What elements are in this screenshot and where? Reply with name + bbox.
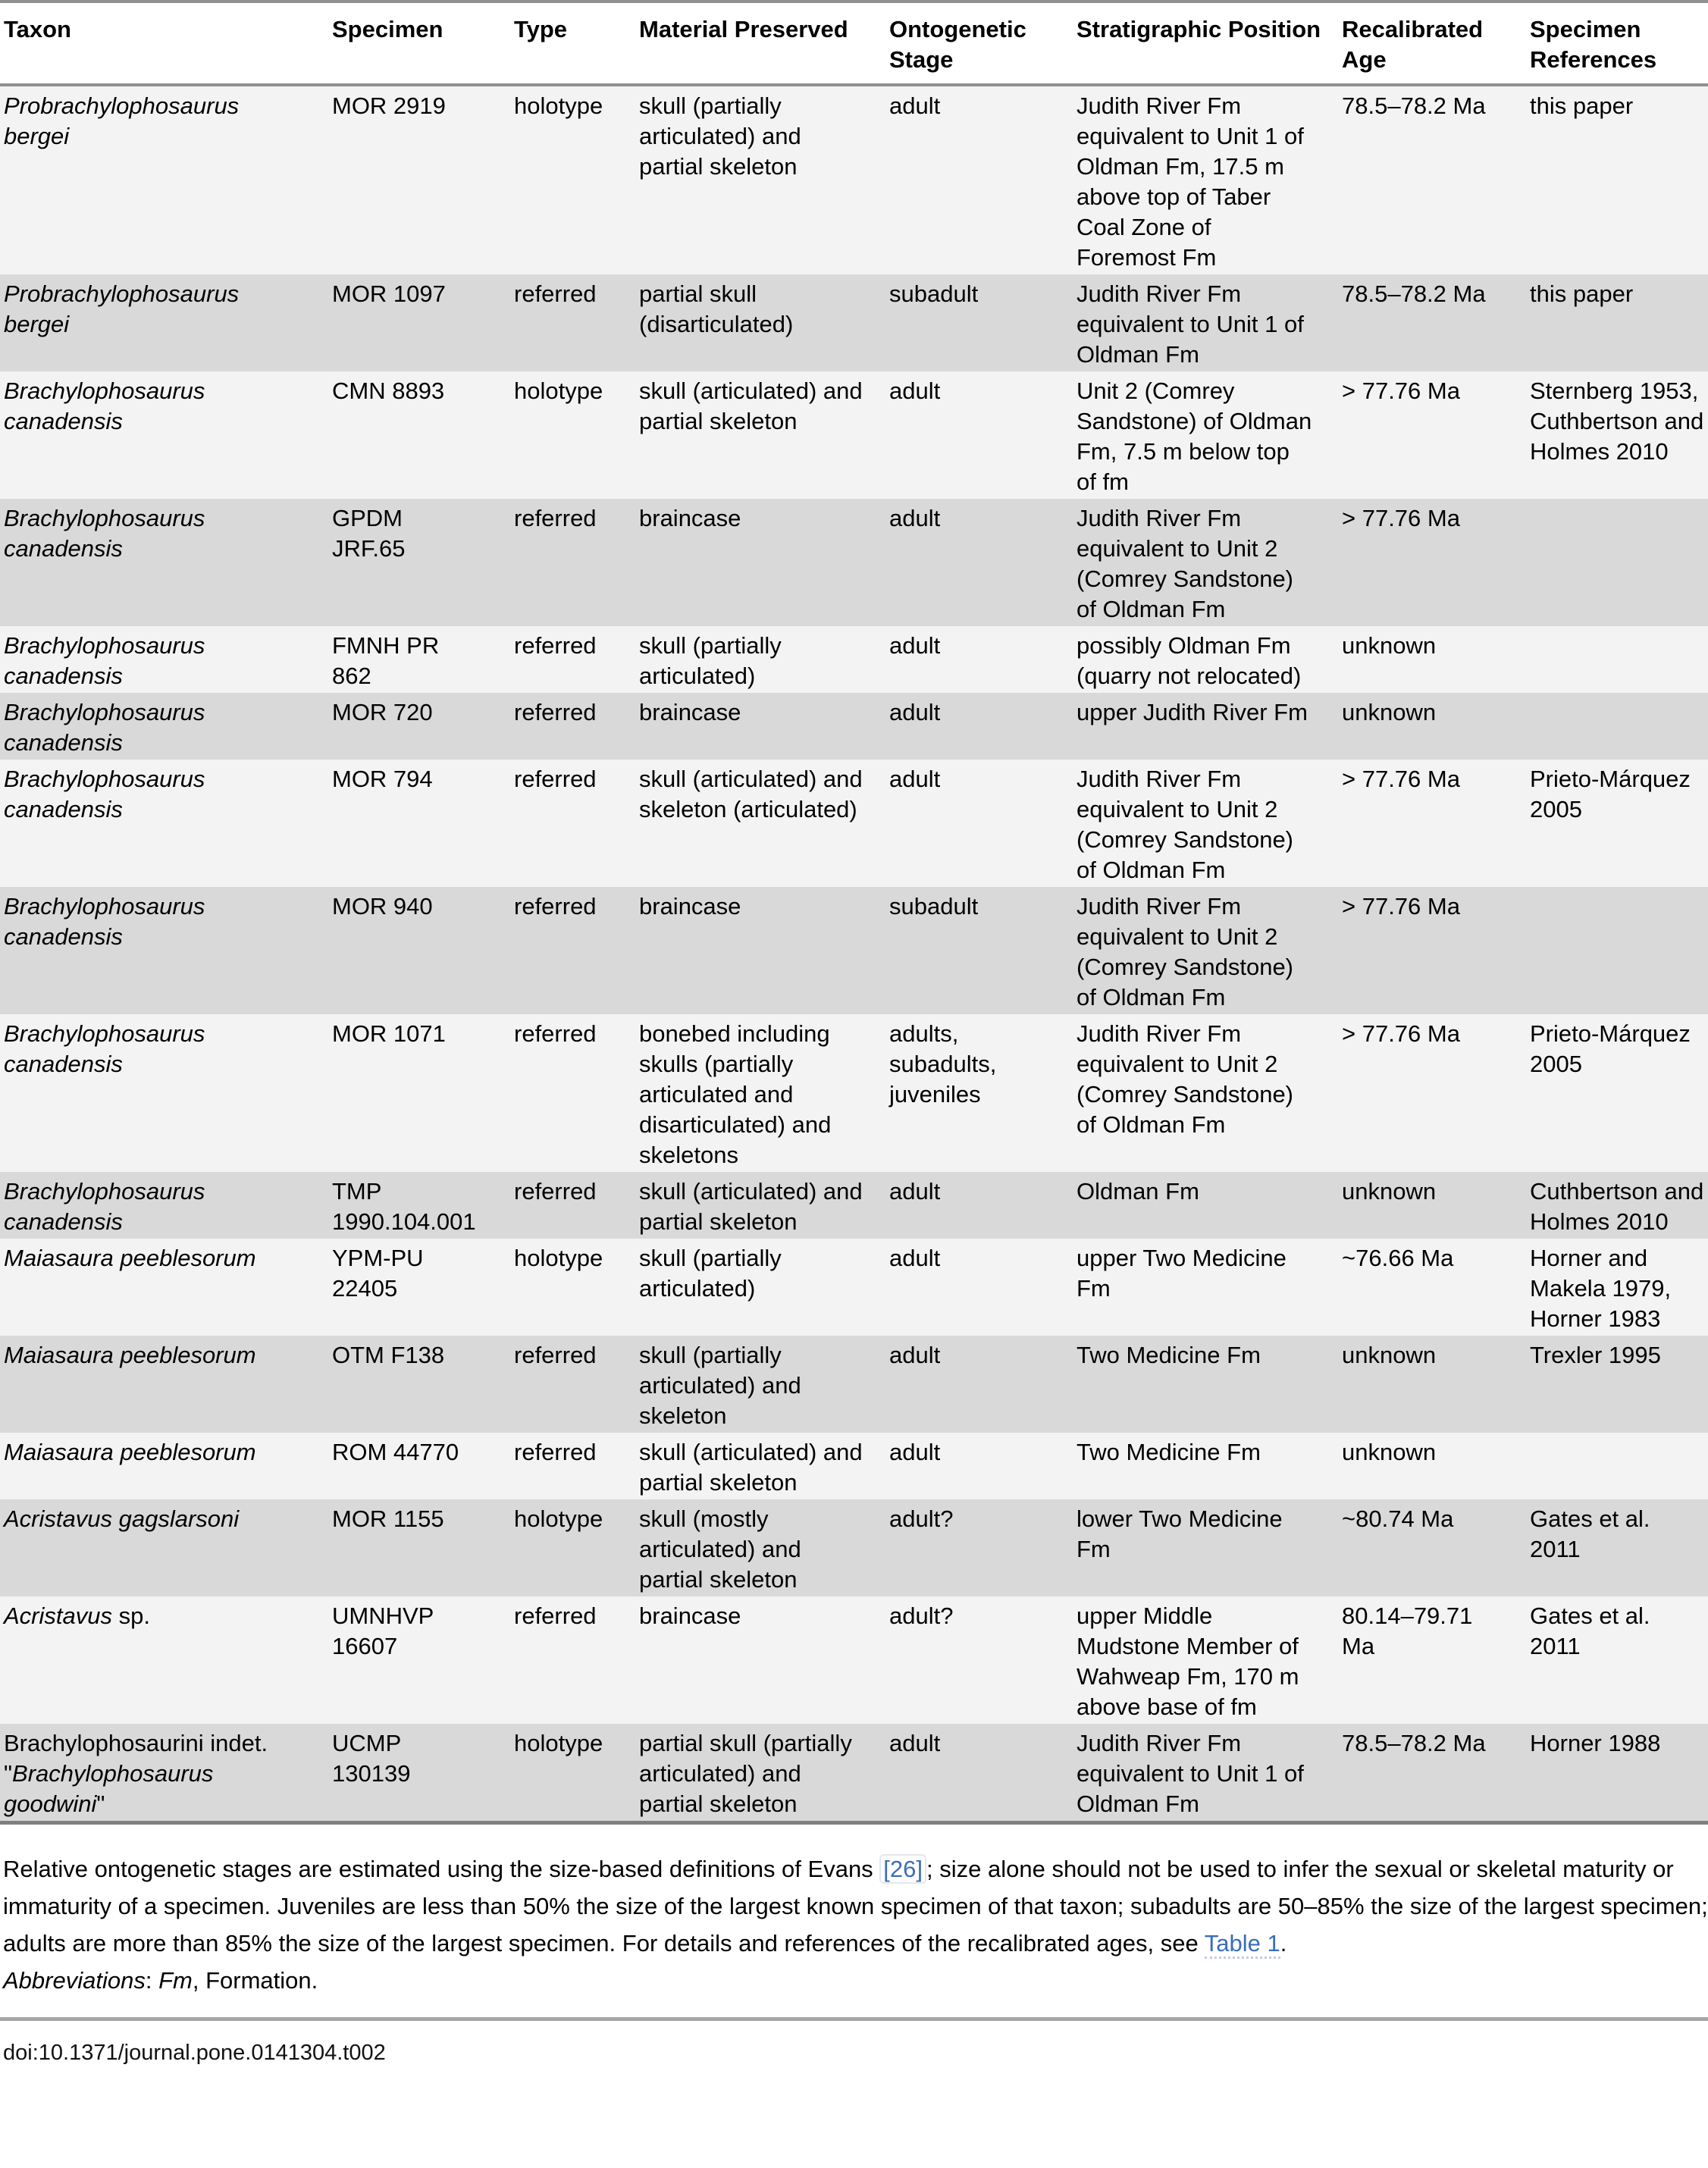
taxon-italic: Brachylophosaurus canadensis — [4, 632, 205, 689]
cell-strat: Judith River Fm equivalent to Unit 2 (Comrey Sandstone) of Oldman Fm — [1077, 505, 1294, 622]
cell-strat: Judith River Fm equivalent to Unit 1 of Oldman Fm, 17.5 m above top of Taber Coal Zone of Foremost Fm — [1077, 92, 1304, 271]
cell-strat: upper Middle Mudstone Member of Wahweap Fm, 170 m above base of fm — [1077, 1603, 1299, 1720]
cell-material: braincase — [639, 699, 741, 725]
table-row — [0, 693, 1708, 760]
cell-age: > 77.76 Ma — [1342, 378, 1460, 404]
cell-strat: upper Judith River Fm — [1077, 699, 1308, 725]
cell-material: skull (articulated) and partial skeleton — [639, 378, 863, 434]
taxon-suffix: " — [96, 1790, 105, 1817]
cell-type: holotype — [514, 1730, 603, 1756]
cell-specimen: MOR 1071 — [332, 1020, 446, 1047]
table-row — [0, 1499, 1708, 1596]
cell-stage: adult — [889, 699, 941, 725]
cell-age: unknown — [1342, 699, 1437, 725]
footnote-block — [0, 1850, 1708, 1999]
cell-stage: adult — [889, 378, 941, 404]
table-row — [0, 1596, 1708, 1724]
taxon-suffix: sp. — [111, 1603, 150, 1629]
cell-age: ~80.74 Ma — [1342, 1505, 1454, 1532]
cell-type: holotype — [514, 1505, 603, 1532]
taxon-italic: Brachylophosaurus canadensis — [4, 893, 205, 950]
cell-age: 78.5–78.2 Ma — [1342, 1730, 1486, 1756]
taxon-italic: Brachylophosaurus canadensis — [4, 505, 205, 562]
cell-strat: lower Two Medicine Fm — [1077, 1505, 1283, 1562]
cell-strat: Unit 2 (Comrey Sandstone) of Oldman Fm, 7.5 m below top of fm — [1077, 378, 1312, 495]
column-header-stratigraphic-position: Stratigraphic Position — [1073, 2, 1338, 85]
table-row — [0, 887, 1708, 1014]
cell-taxon — [0, 1433, 328, 1499]
cell-age: ~76.66 Ma — [1342, 1245, 1454, 1271]
footnote-text: Relative ontogenetic stages are estimated using the size-based definitions of Evans — [3, 1856, 880, 1882]
cell-age: > 77.76 Ma — [1342, 766, 1460, 792]
cell-type: holotype — [514, 378, 603, 404]
cell-refs: Cuthbertson and Holmes 2010 — [1530, 1178, 1704, 1235]
cell-type: holotype — [514, 92, 603, 119]
cell-taxon — [0, 1724, 328, 1823]
cell-specimen: MOR 794 — [332, 766, 433, 792]
cell-refs — [1526, 693, 1708, 760]
cell-refs — [1526, 887, 1708, 1014]
taxon-italic: Brachylophosaurus canadensis — [4, 378, 205, 434]
cell-refs: Sternberg 1953, Cuthbertson and Holmes 2010 — [1530, 378, 1704, 465]
cell-type: referred — [514, 699, 597, 725]
cell-specimen: UCMP 130139 — [332, 1730, 411, 1787]
cell-taxon — [0, 85, 328, 274]
cell-strat: Judith River Fm equivalent to Unit 2 (Comrey Sandstone) of Oldman Fm — [1077, 893, 1294, 1010]
cell-material: skull (partially articulated) — [639, 632, 782, 689]
cell-type: holotype — [514, 1245, 603, 1271]
table-1-link[interactable]: Table 1 — [1205, 1930, 1280, 1959]
cell-refs: Prieto-Márquez 2005 — [1530, 1020, 1691, 1077]
cell-stage: subadult — [889, 280, 979, 307]
taxon-italic: Probrachylophosaurus bergei — [4, 280, 240, 337]
cell-stage: adult — [889, 1342, 941, 1368]
cell-specimen: ROM 44770 — [332, 1439, 459, 1465]
cell-taxon — [0, 274, 328, 371]
cell-stage: subadult — [889, 893, 979, 920]
cell-type: referred — [514, 632, 597, 659]
divider-rule — [0, 2017, 1708, 2021]
cell-material: skull (partially articulated) and skeleton — [639, 1342, 801, 1429]
cell-refs: Gates et al. 2011 — [1530, 1603, 1650, 1659]
table-row — [0, 1014, 1708, 1172]
cell-taxon — [0, 760, 328, 887]
cell-strat: Two Medicine Fm — [1077, 1439, 1261, 1465]
cell-refs: Gates et al. 2011 — [1530, 1505, 1650, 1562]
cell-material: braincase — [639, 893, 741, 920]
cell-strat: Two Medicine Fm — [1077, 1342, 1261, 1368]
cell-specimen: OTM F138 — [332, 1342, 445, 1368]
abbreviations-line — [3, 1962, 1708, 1999]
cell-stage: adult — [889, 1245, 941, 1271]
cell-stage: adult? — [889, 1505, 954, 1532]
table-row — [0, 626, 1708, 693]
cell-age: unknown — [1342, 632, 1437, 659]
taxon-italic: Brachylophosaurus goodwini — [4, 1760, 214, 1817]
footnote-text: . — [1280, 1930, 1287, 1957]
taxon-italic: Maiasaura peeblesorum — [4, 1439, 256, 1465]
footnote-text: ; size alone should not be used to infer the sexual or skeletal maturity or immaturity of a specimen. Juveniles are less than 50% the size of the largest known specimen of that taxon; subadults are 50–85% the size of the largest specimen; adults are more than 85% the size of the largest specimen. For details and references of the recalibrated ages, see — [3, 1856, 1708, 1957]
cell-taxon — [0, 693, 328, 760]
cell-stage: adult — [889, 766, 941, 792]
column-header-ontogenetic-stage: Ontogenetic Stage — [885, 2, 1073, 85]
cell-stage: adult — [889, 1178, 941, 1205]
abbreviation-term: Fm — [158, 1967, 193, 1994]
cell-taxon — [0, 626, 328, 693]
cell-refs: this paper — [1530, 92, 1634, 119]
table-header — [0, 2, 1708, 85]
cell-type: referred — [514, 1439, 597, 1465]
cell-refs: Horner 1988 — [1530, 1730, 1661, 1756]
table-row — [0, 499, 1708, 626]
cell-type: referred — [514, 1342, 597, 1368]
cell-type: referred — [514, 1020, 597, 1047]
cell-age: unknown — [1342, 1178, 1437, 1205]
taxon-italic: Acristavus gagslarsoni — [4, 1505, 240, 1532]
cell-taxon — [0, 1172, 328, 1239]
cell-taxon — [0, 499, 328, 626]
cell-material: braincase — [639, 1603, 741, 1629]
taxon-italic: Acristavus — [4, 1603, 112, 1629]
cell-age: > 77.76 Ma — [1342, 1020, 1460, 1047]
cell-taxon — [0, 1014, 328, 1172]
cell-specimen: MOR 1097 — [332, 280, 446, 307]
cell-material: skull (partially articulated) and partial skeleton — [639, 92, 801, 180]
cell-material: skull (articulated) and partial skeleton — [639, 1439, 863, 1496]
table-footnote — [3, 1850, 1708, 1962]
cell-stage: adult — [889, 92, 941, 119]
cell-taxon — [0, 1499, 328, 1596]
cell-specimen: FMNH PR 862 — [332, 632, 440, 689]
taxon-italic: Probrachylophosaurus bergei — [4, 92, 240, 149]
cell-material: partial skull (partially articulated) and partial skeleton — [639, 1730, 852, 1817]
table-row — [0, 274, 1708, 371]
cell-refs — [1526, 1433, 1708, 1499]
cell-refs — [1526, 499, 1708, 626]
header-row — [0, 2, 1708, 85]
abbreviations-separator: : — [145, 1967, 159, 1994]
column-header-material-preserved: Material Preserved — [635, 2, 885, 85]
cell-specimen: GPDM JRF.65 — [332, 505, 406, 562]
cell-age: > 77.76 Ma — [1342, 505, 1460, 531]
cell-taxon — [0, 371, 328, 499]
cell-specimen: YPM-PU 22405 — [332, 1245, 424, 1302]
cell-age: 78.5–78.2 Ma — [1342, 92, 1486, 119]
cell-age: 80.14–79.71 Ma — [1342, 1603, 1473, 1659]
cell-strat: Judith River Fm equivalent to Unit 2 (Comrey Sandstone) of Oldman Fm — [1077, 1020, 1294, 1138]
cell-specimen: MOR 1155 — [332, 1505, 444, 1532]
doi-citation: doi:10.1371/journal.pone.0141304.t002 — [3, 2041, 386, 2065]
cell-material: skull (articulated) and skeleton (articulated) — [639, 766, 863, 822]
cell-type: referred — [514, 1178, 597, 1205]
cell-material: skull (articulated) and partial skeleton — [639, 1178, 863, 1235]
column-header-type: Type — [510, 2, 635, 85]
table-row — [0, 1336, 1708, 1433]
cell-stage: adult — [889, 1439, 941, 1465]
column-header-specimen: Specimen — [328, 2, 510, 85]
cell-material: partial skull (disarticulated) — [639, 280, 794, 337]
cell-stage: adults, subadults, juveniles — [889, 1020, 997, 1107]
cell-type: referred — [514, 280, 597, 307]
cell-strat: Judith River Fm equivalent to Unit 1 of Oldman Fm — [1077, 1730, 1304, 1817]
cell-refs: this paper — [1530, 280, 1634, 307]
cell-age: 78.5–78.2 Ma — [1342, 280, 1486, 307]
cell-stage: adult? — [889, 1603, 954, 1629]
cell-type: referred — [514, 1603, 597, 1629]
abbreviation-expansion: , Formation. — [192, 1967, 318, 1994]
taxon-italic: Maiasaura peeblesorum — [4, 1245, 256, 1271]
cell-specimen: CMN 8893 — [332, 378, 445, 404]
cell-specimen: MOR 2919 — [332, 92, 446, 119]
table-body — [0, 85, 1708, 1823]
cell-refs — [1526, 626, 1708, 693]
table-row — [0, 760, 1708, 887]
table-row — [0, 371, 1708, 499]
taxon-italic: Brachylophosaurus canadensis — [4, 766, 205, 822]
table-row — [0, 85, 1708, 274]
cell-age: unknown — [1342, 1439, 1437, 1465]
cell-taxon — [0, 1596, 328, 1724]
cell-age: > 77.76 Ma — [1342, 893, 1460, 920]
cell-taxon — [0, 1239, 328, 1336]
cell-material: skull (partially articulated) — [639, 1245, 782, 1302]
cell-refs: Trexler 1995 — [1530, 1342, 1661, 1368]
column-header-recalibrated-age: Recalibrated Age — [1338, 2, 1526, 85]
reference-26-link[interactable]: [26] — [879, 1854, 926, 1884]
taxon-prefix: Brachylophosaurini indet. " — [4, 1730, 268, 1787]
cell-stage: adult — [889, 632, 941, 659]
taxon-italic: Brachylophosaurus canadensis — [4, 699, 205, 756]
taxon-italic: Brachylophosaurus canadensis — [4, 1020, 205, 1077]
cell-type: referred — [514, 505, 597, 531]
column-header-taxon: Taxon — [0, 2, 328, 85]
taxon-italic: Brachylophosaurus canadensis — [4, 1178, 205, 1235]
cell-strat: possibly Oldman Fm (quarry not relocated) — [1077, 632, 1302, 689]
cell-refs: Prieto-Márquez 2005 — [1530, 766, 1691, 822]
taxon-italic: Maiasaura peeblesorum — [4, 1342, 256, 1368]
table-row — [0, 1724, 1708, 1823]
cell-strat: Judith River Fm equivalent to Unit 2 (Comrey Sandstone) of Oldman Fm — [1077, 766, 1294, 883]
table-row — [0, 1239, 1708, 1336]
table-row — [0, 1172, 1708, 1239]
cell-age: unknown — [1342, 1342, 1437, 1368]
cell-specimen: MOR 720 — [332, 699, 433, 725]
abbreviations-label: Abbreviations — [3, 1967, 146, 1994]
cell-material: braincase — [639, 505, 741, 531]
cell-strat: upper Two Medicine Fm — [1077, 1245, 1286, 1302]
cell-specimen: MOR 940 — [332, 893, 433, 920]
cell-material: bonebed including skulls (partially articulated and disarticulated) and skeletons — [639, 1020, 832, 1168]
cell-stage: adult — [889, 1730, 941, 1756]
table-row — [0, 1433, 1708, 1499]
cell-strat: Oldman Fm — [1077, 1178, 1199, 1205]
cell-material: skull (mostly articulated) and partial skeleton — [639, 1505, 801, 1593]
cell-type: referred — [514, 766, 597, 792]
cell-stage: adult — [889, 505, 941, 531]
cell-taxon — [0, 1336, 328, 1433]
column-header-specimen-references: Specimen References — [1526, 2, 1708, 85]
cell-strat: Judith River Fm equivalent to Unit 1 of Oldman Fm — [1077, 280, 1304, 368]
cell-taxon — [0, 887, 328, 1014]
cell-refs: Horner and Makela 1979, Horner 1983 — [1530, 1245, 1672, 1332]
cell-type: referred — [514, 893, 597, 920]
cell-specimen: UMNHVP 16607 — [332, 1603, 434, 1659]
cell-specimen: TMP 1990.104.001 — [332, 1178, 476, 1235]
